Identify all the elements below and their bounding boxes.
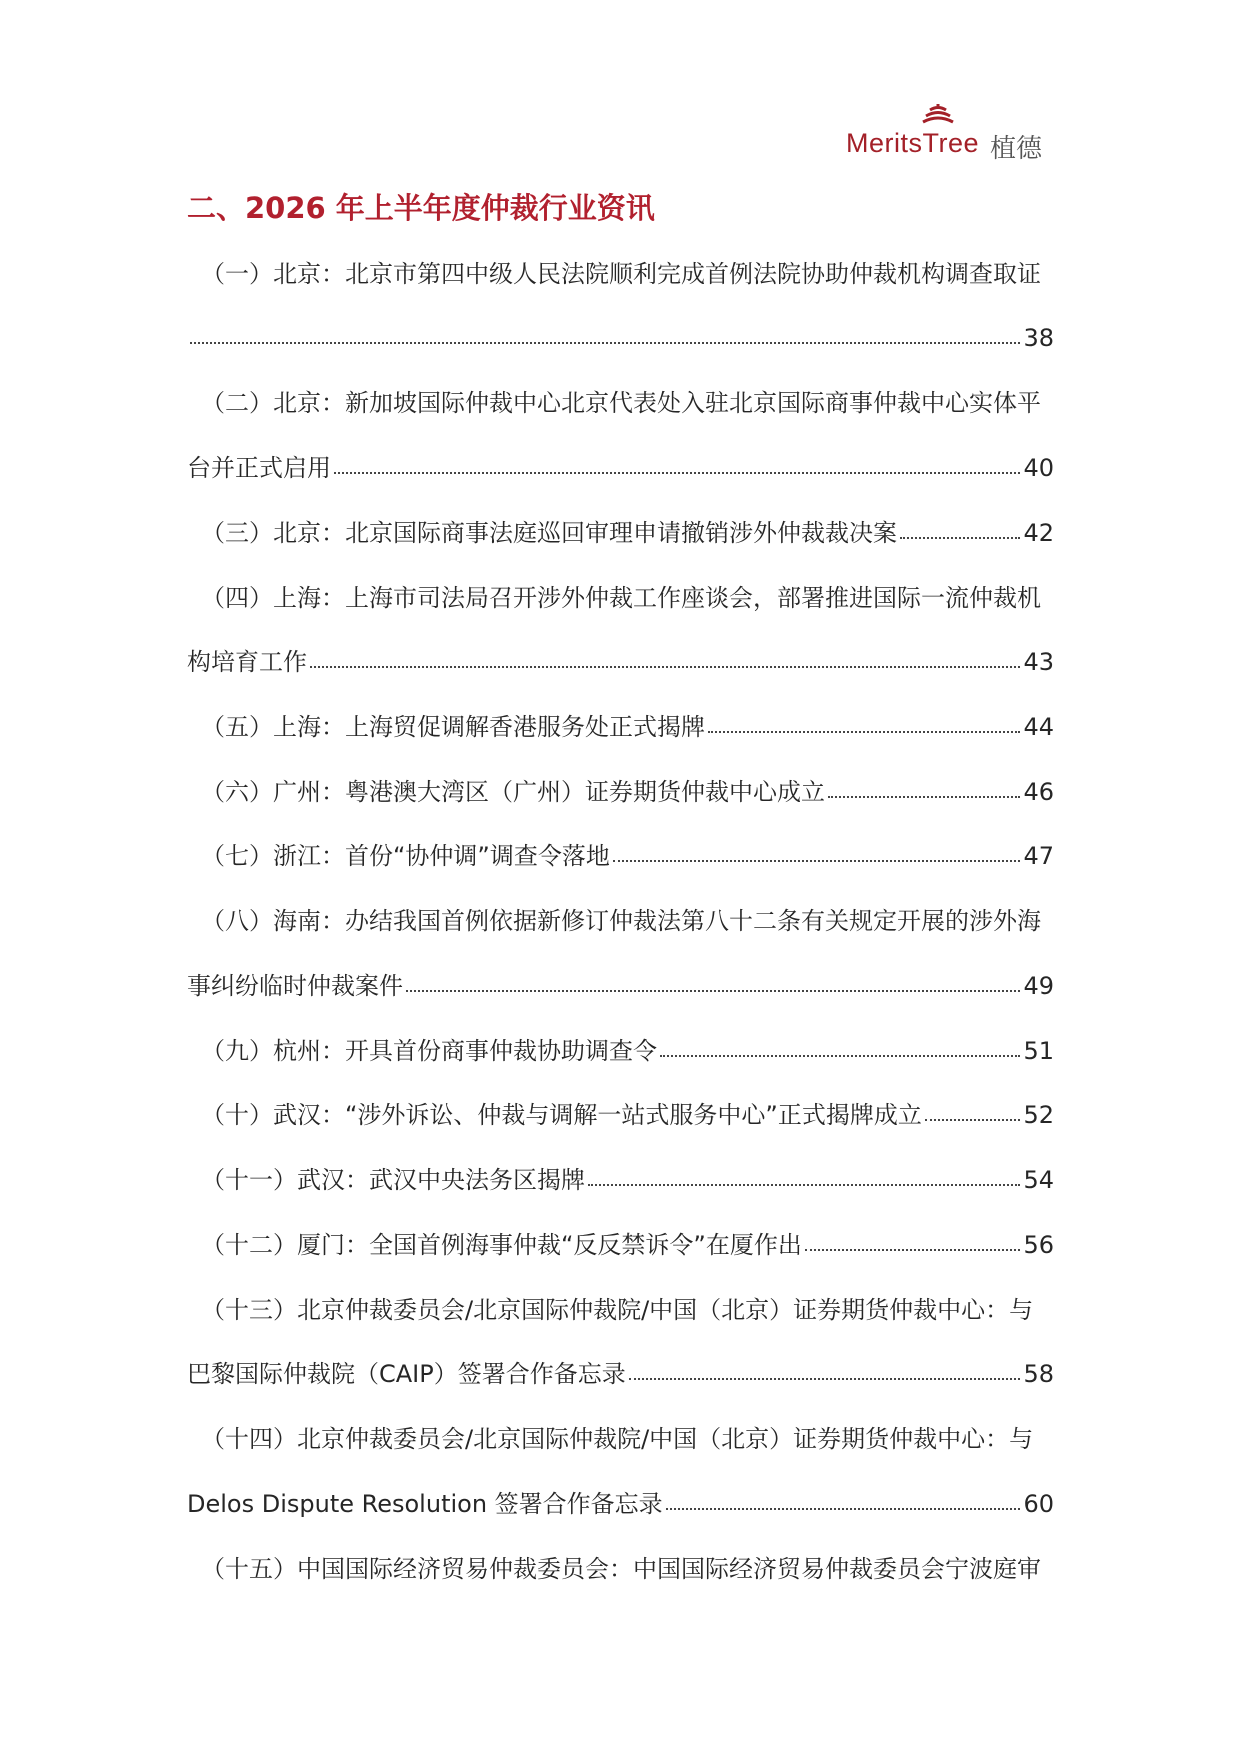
toc-text: （十四）北京仲裁委员会/北京国际仲裁院/中国（北京）证券期货仲裁中心：与 xyxy=(201,1425,1034,1453)
dot-leader xyxy=(900,537,1020,539)
toc-line[interactable] xyxy=(201,517,1054,549)
toc-text: 构培育工作 xyxy=(187,648,307,676)
toc-page-number: 60 xyxy=(1023,1490,1054,1518)
toc-line[interactable] xyxy=(187,646,1054,678)
toc-page-number: 43 xyxy=(1023,648,1054,676)
toc-line[interactable] xyxy=(201,1423,1054,1455)
toc-page-number: 46 xyxy=(1023,778,1054,806)
dot-leader xyxy=(310,666,1020,668)
dot-leader xyxy=(805,1249,1021,1251)
toc-line[interactable] xyxy=(201,1553,1054,1585)
toc-line[interactable] xyxy=(187,970,1054,1002)
dot-leader xyxy=(629,1378,1021,1380)
logo-chinese: 植德 xyxy=(990,134,1043,164)
toc-page-number: 38 xyxy=(1023,324,1054,352)
toc-page-number: 52 xyxy=(1023,1101,1054,1129)
toc-page-number: 56 xyxy=(1023,1231,1054,1259)
toc-text: （三）北京：北京国际商事法庭巡回审理申请撤销涉外仲裁裁决案 xyxy=(201,519,897,547)
dot-leader xyxy=(613,860,1021,862)
toc-text: （十五）中国国际经济贸易仲裁委员会：中国国际经济贸易仲裁委员会宁波庭审 xyxy=(201,1555,1041,1583)
dot-leader xyxy=(660,1055,1020,1057)
toc-text: （八）海南：办结我国首例依据新修订仲裁法第八十二条有关规定开展的涉外海 xyxy=(201,907,1041,935)
toc-text: （一）北京：北京市第四中级人民法院顺利完成首例法院协助仲裁机构调查取证 xyxy=(201,260,1041,288)
toc-line[interactable] xyxy=(187,1488,1054,1520)
toc-text: Delos Dispute Resolution 签署合作备忘录 xyxy=(187,1490,663,1518)
toc-text: （九）杭州：开具首份商事仲裁协助调查令 xyxy=(201,1037,657,1065)
toc-page-number: 42 xyxy=(1023,519,1054,547)
toc-text: （五）上海：上海贸促调解香港服务处正式揭牌 xyxy=(201,713,705,741)
toc-page-number: 54 xyxy=(1023,1166,1054,1194)
toc-text: 台并正式启用 xyxy=(187,454,331,482)
toc-page-number: 58 xyxy=(1023,1360,1054,1388)
dot-leader xyxy=(666,1508,1021,1510)
logo-wordmark: MeritsTree xyxy=(846,128,980,158)
toc-text: （十二）厦门：全国首例海事仲裁“反反禁诉令”在厦作出 xyxy=(201,1231,802,1259)
toc-line[interactable] xyxy=(201,905,1054,937)
toc-line[interactable] xyxy=(201,387,1054,419)
dot-leader xyxy=(190,342,1020,344)
toc-line[interactable] xyxy=(187,322,1054,354)
meritstree-logo xyxy=(846,100,1056,164)
dot-leader xyxy=(925,1119,1021,1121)
toc-text: （七）浙江：首份“协仲调”调查令落地 xyxy=(201,842,610,870)
toc-text: 事纠纷临时仲裁案件 xyxy=(187,972,403,1000)
toc-line[interactable] xyxy=(201,258,1054,290)
toc-line[interactable] xyxy=(201,1229,1054,1261)
dot-leader xyxy=(708,731,1020,733)
toc-text: （二）北京：新加坡国际仲裁中心北京代表处入驻北京国际商事仲裁中心实体平 xyxy=(201,389,1041,417)
toc-page-number: 47 xyxy=(1023,842,1054,870)
dot-leader xyxy=(828,796,1020,798)
toc-page-number: 49 xyxy=(1023,972,1054,1000)
toc-line[interactable] xyxy=(201,711,1054,743)
dot-leader xyxy=(588,1184,1020,1186)
toc-line[interactable] xyxy=(187,452,1054,484)
toc-line[interactable] xyxy=(187,1358,1054,1390)
toc-text: （四）上海：上海市司法局召开涉外仲裁工作座谈会，部署推进国际一流仲裁机 xyxy=(201,584,1041,612)
toc-text: （十三）北京仲裁委员会/北京国际仲裁院/中国（北京）证券期货仲裁中心：与 xyxy=(201,1296,1034,1324)
toc-text: 巴黎国际仲裁院（CAIP）签署合作备忘录 xyxy=(187,1360,626,1388)
toc-page-number: 51 xyxy=(1023,1037,1054,1065)
toc-line[interactable] xyxy=(201,776,1054,808)
toc-line[interactable] xyxy=(201,1294,1054,1326)
toc-page-number: 44 xyxy=(1023,713,1054,741)
toc-line[interactable] xyxy=(201,1035,1054,1067)
dot-leader xyxy=(334,472,1020,474)
toc-page-number: 40 xyxy=(1023,454,1054,482)
section-title: 二、2026 年上半年度仲裁行业资讯 xyxy=(187,191,655,225)
toc-line[interactable] xyxy=(201,1164,1054,1196)
toc-line[interactable] xyxy=(201,1099,1054,1131)
toc-line[interactable] xyxy=(201,840,1054,872)
toc-text: （十一）武汉：武汉中央法务区揭牌 xyxy=(201,1166,585,1194)
dot-leader xyxy=(406,990,1020,992)
toc-text: （六）广州：粤港澳大湾区（广州）证券期货仲裁中心成立 xyxy=(201,778,825,806)
toc-line[interactable] xyxy=(201,582,1054,614)
toc-text: （十）武汉：“涉外诉讼、仲裁与调解一站式服务中心”正式揭牌成立 xyxy=(201,1101,922,1129)
